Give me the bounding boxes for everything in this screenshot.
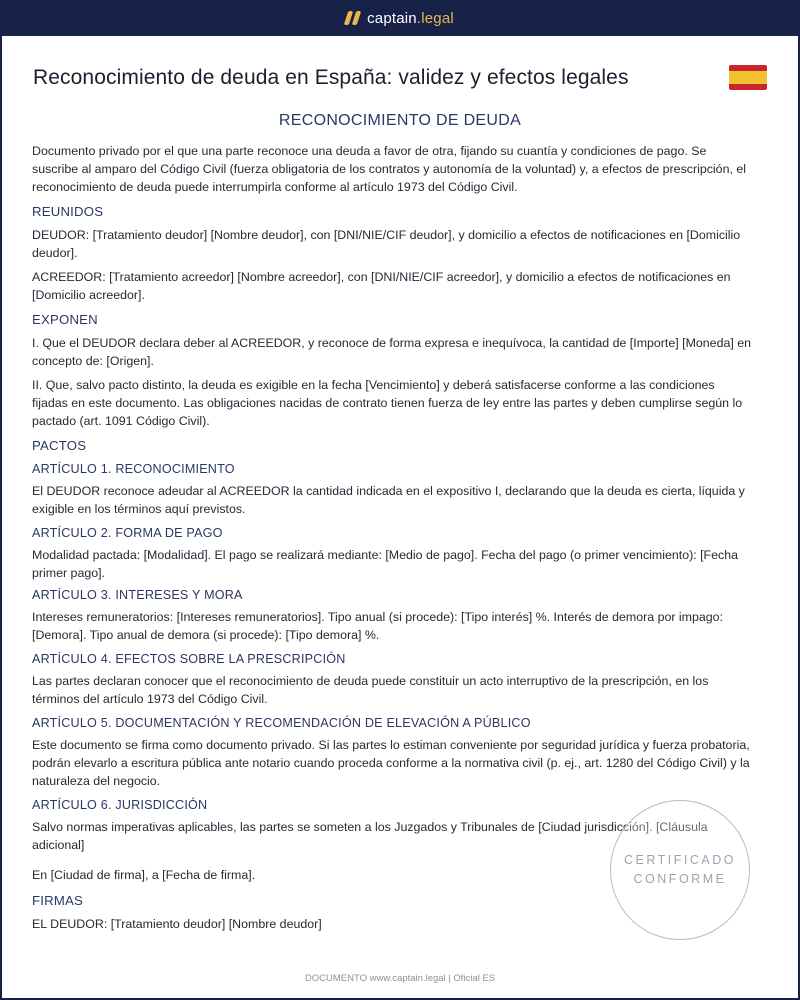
logo-mark-icon <box>346 11 359 25</box>
place-date: En [Ciudad de firma], a [Fecha de firma]. <box>32 868 256 882</box>
article-6-title: ARTÍCULO 6. JURISDICCIÓN <box>32 798 208 812</box>
article-5-text: Este documento se firma como documento privado. Si las partes lo estiman conveniente por seguridad jurídica y fuerza probatoria, podrán elevarlo a escritura pública ante notario cuando proceda conforme a la normativa civil (p. ej., art. 1280 del Código Civil) y la naturaleza del negocio. <box>32 738 750 788</box>
article-3-text: Intereses remuneratorios: [Intereses remuneratorios]. Tipo anual (si procede): [Tipo interés] %. Interés de demora por impago: [Demora]. Tipo anual de demora (si procede): [Tipo demora] %. <box>32 610 723 642</box>
article-1-title: ARTÍCULO 1. RECONOCIMIENTO <box>32 462 235 476</box>
intro-paragraph: Documento privado por el que una parte reconoce una deuda a favor de otra, fijando su cuantía y condiciones de pago. Se suscribe al amparo del Código Civil (fuerza obligatoria de los contratos y autonomía de la voluntad) y, a efectos de prescripción, el reconocimiento de deuda puede interrumpirla conforme al artículo 1973 del Código Civil. <box>32 144 746 194</box>
certified-stamp <box>610 800 750 940</box>
stamp-line-2: CONFORME <box>633 872 727 886</box>
article-3-title: ARTÍCULO 3. INTERESES Y MORA <box>32 588 243 602</box>
spain-flag-icon <box>729 65 767 90</box>
section-heading-exponen: EXPONEN <box>32 312 98 327</box>
document-heading: RECONOCIMIENTO DE DEUDA <box>278 112 522 129</box>
brand-name: captain.legal <box>367 9 454 27</box>
section-heading-reunidos: REUNIDOS <box>32 204 104 219</box>
stamp-line-1: CERTIFICADO <box>624 853 736 867</box>
article-2-text: Modalidad pactada: [Modalidad]. El pago se realizará mediante: [Medio de pago]. Fecha del pago (o primer vencimiento): [Fecha primer pago]. <box>32 548 738 580</box>
section-heading-pactos: PACTOS <box>32 438 87 453</box>
exponen-item-i: I. Que el DEUDOR declara deber al ACREEDOR, y reconoce de forma expresa e inequívoca, la cantidad de [Importe] [Moneda] en concepto de: [Origen]. <box>32 336 752 368</box>
signature-deudor: EL DEUDOR: [Tratamiento deudor] [Nombre deudor] <box>32 917 322 931</box>
article-1-text: El DEUDOR reconoce adeudar al ACREEDOR la cantidad indicada en el expositivo I, declarando que la deuda es cierta, líquida y exigible en los términos aquí previstos. <box>32 484 745 516</box>
article-4-text: Las partes declaran conocer que el reconocimiento de deuda puede constituir un acto interruptivo de la prescripción, en los términos del artículo 1973 del Código Civil. <box>32 674 709 706</box>
article-2-title: ARTÍCULO 2. FORMA DE PAGO <box>32 526 223 540</box>
reunidos-acreedor: ACREEDOR: [Tratamiento acreedor] [Nombre acreedor], con [DNI/NIE/CIF acreedor], y domicilio a efectos de notificaciones en [Domicilio acreedor]. <box>32 270 731 302</box>
article-4-title: ARTÍCULO 4. EFECTOS SOBRE LA PRESCRIPCIÓN <box>32 652 346 666</box>
top-bar <box>0 0 800 36</box>
exponen-item-ii: II. Que, salvo pacto distinto, la deuda es exigible en la fecha [Vencimiento] y deberá satisfacerse conforme a las condiciones fijadas en este documento. Las obligaciones nacidas de contrato tienen fuerza de ley entre las partes y deben cumplirse según lo pactado (art. 1091 Código Civil). <box>32 378 743 428</box>
reunidos-deudor: DEUDOR: [Tratamiento deudor] [Nombre deudor], con [DNI/NIE/CIF deudor], y domicilio a efectos de notificaciones en [Domicilio deudor]. <box>32 228 741 260</box>
section-heading-firmas: FIRMAS <box>32 893 84 908</box>
brand-logo[interactable] <box>346 10 454 27</box>
document-page <box>2 36 798 998</box>
article-5-title: ARTÍCULO 5. DOCUMENTACIÓN Y RECOMENDACIÓN DE ELEVACIÓN A PÚBLICO <box>32 716 531 730</box>
page-title: Reconocimiento de deuda en España: validez y efectos legales <box>33 66 629 89</box>
article-6-text: Salvo normas imperativas aplicables, las partes se someten a los Juzgados y Tribunales de [Ciudad jurisdicción]. [Cláusula adicional] <box>32 820 708 852</box>
page-footer: DOCUMENTO www.captain.legal | Oficial ES <box>304 973 496 984</box>
